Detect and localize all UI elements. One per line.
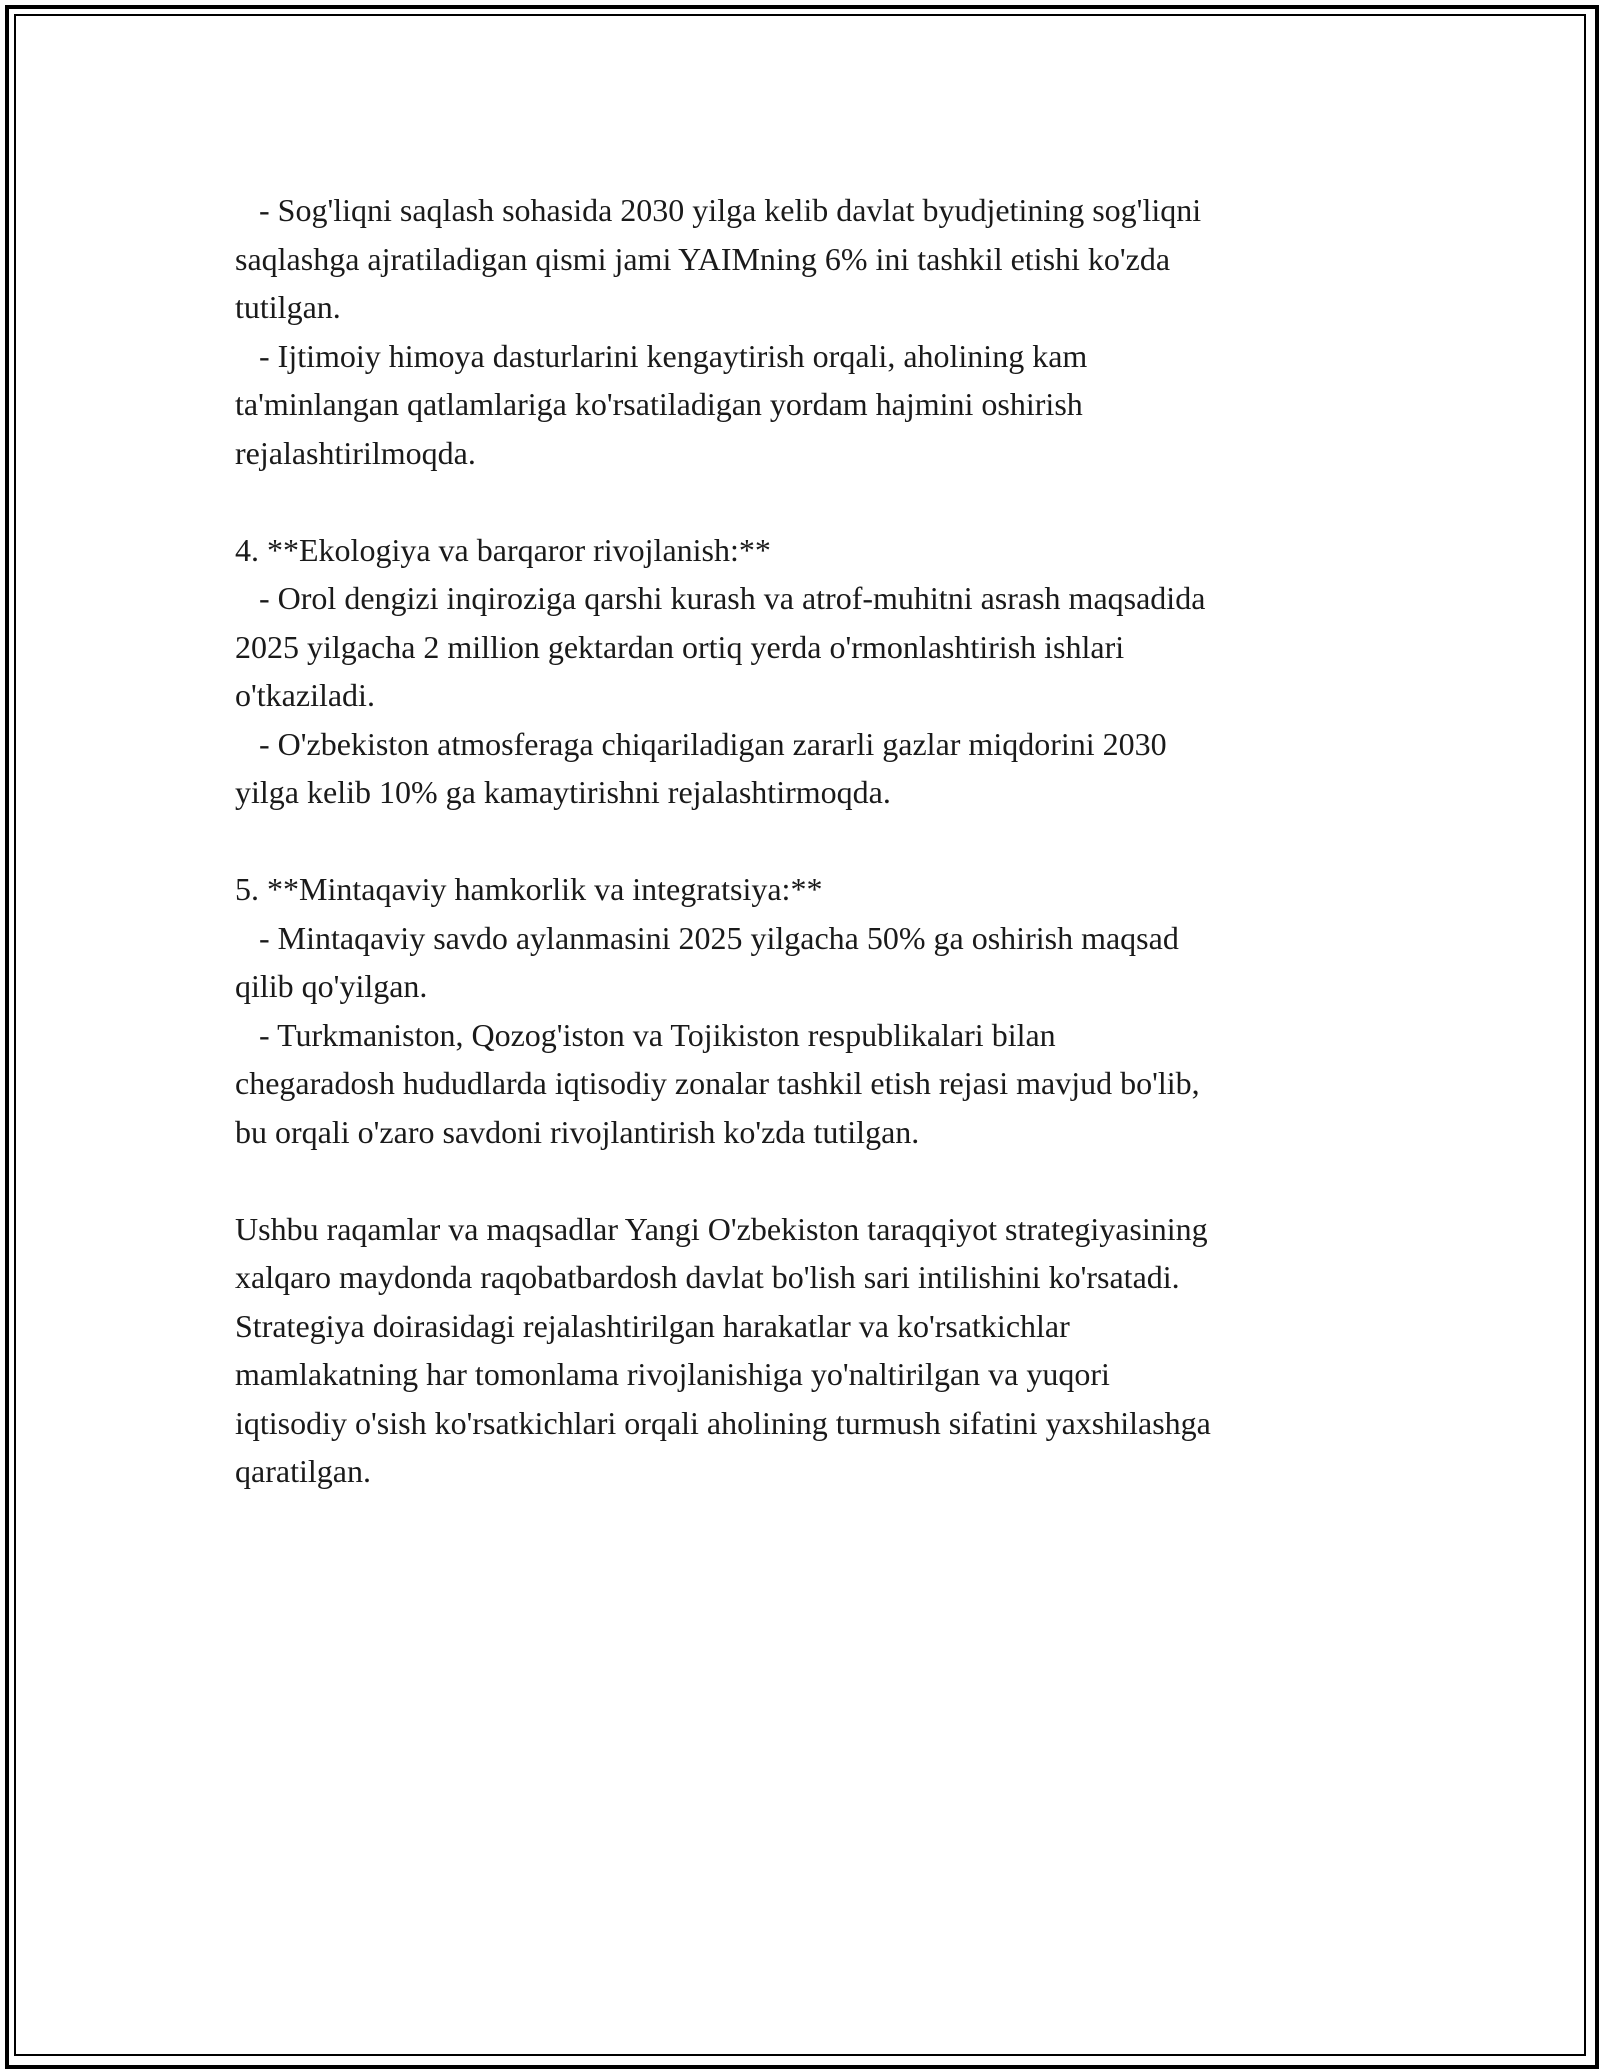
paragraph-health-social [235, 186, 1365, 477]
paragraph-conclusion [235, 1205, 1365, 1496]
text-line: saqlashga ajratiladigan qismi jami YAIMning 6% ini tashkil etishi ko'zda [235, 240, 1171, 277]
section-heading: 5. **Mintaqaviy hamkorlik va integratsiya:** [235, 871, 823, 907]
text-line: - Ijtimoiy himoya dasturlarini kengaytirish orqali, aholining kam [235, 337, 1088, 374]
text-line: bu orqali o'zaro savdoni rivojlantirish ko'zda tutilgan. [235, 1113, 920, 1150]
document-body [235, 186, 1365, 1496]
text-line: mamlakatning har tomonlama rivojlanishiga yo'naltirilgan va yuqori [235, 1356, 1110, 1392]
text-line: - Sog'liqni saqlash sohasida 2030 yilga kelib davlat byudjetining sog'liqni [235, 192, 1202, 228]
text-line: qilib qo'yilgan. [235, 968, 428, 1004]
text-line: - O'zbekiston atmosferaga chiqariladigan zararli gazlar miqdorini 2030 [235, 725, 1167, 762]
text-line: Strategiya doirasidagi rejalashtirilgan harakatlar va ko'rsatkichlar [235, 1307, 1070, 1344]
text-line: iqtisodiy o'sish ko'rsatkichlari orqali aholining turmush sifatini yaxshilashga [235, 1404, 1211, 1441]
text-line: Ushbu raqamlar va maqsadlar Yangi O'zbekiston taraqqiyot strategiyasining [235, 1210, 1208, 1247]
paragraph-spacer [235, 817, 1365, 866]
text-line: ta'minlangan qatlamlariga ko'rsatiladigan yordam hajmini oshirish [235, 386, 1083, 422]
text-line: chegaradosh hududlarda iqtisodiy zonalar tashkil etish rejasi mavjud bo'lib, [235, 1065, 1200, 1101]
text-line: qaratilgan. [235, 1453, 371, 1489]
section-heading: 4. **Ekologiya va barqaror rivojlanish:** [235, 531, 771, 568]
text-line: - Turkmaniston, Qozog'iston va Tojikiston respublikalari bilan [235, 1016, 1056, 1053]
text-line: xalqaro maydonda raqobatbardosh davlat bo'lish sari intilishini ko'rsatadi. [235, 1259, 1180, 1295]
section-ecology [235, 526, 1365, 817]
text-line: yilga kelib 10% ga kamaytirishni rejalashtirmoqda. [235, 774, 891, 810]
paragraph-spacer [235, 477, 1365, 526]
text-line: tutilgan. [235, 289, 341, 325]
text-line: o'tkaziladi. [235, 677, 375, 713]
paragraph-spacer [235, 1156, 1365, 1205]
text-line: rejalashtirilmoqda. [235, 434, 476, 471]
text-line: - Orol dengizi inqiroziga qarshi kurash va atrof-muhitni asrash maqsadida [235, 580, 1206, 616]
text-line: 2025 yilgacha 2 million gektardan ortiq yerda o'rmonlashtirish ishlari [235, 628, 1125, 665]
section-regional-cooperation [235, 865, 1365, 1156]
text-line: - Mintaqaviy savdo aylanmasini 2025 yilgacha 50% ga oshirish maqsad [235, 919, 1179, 956]
